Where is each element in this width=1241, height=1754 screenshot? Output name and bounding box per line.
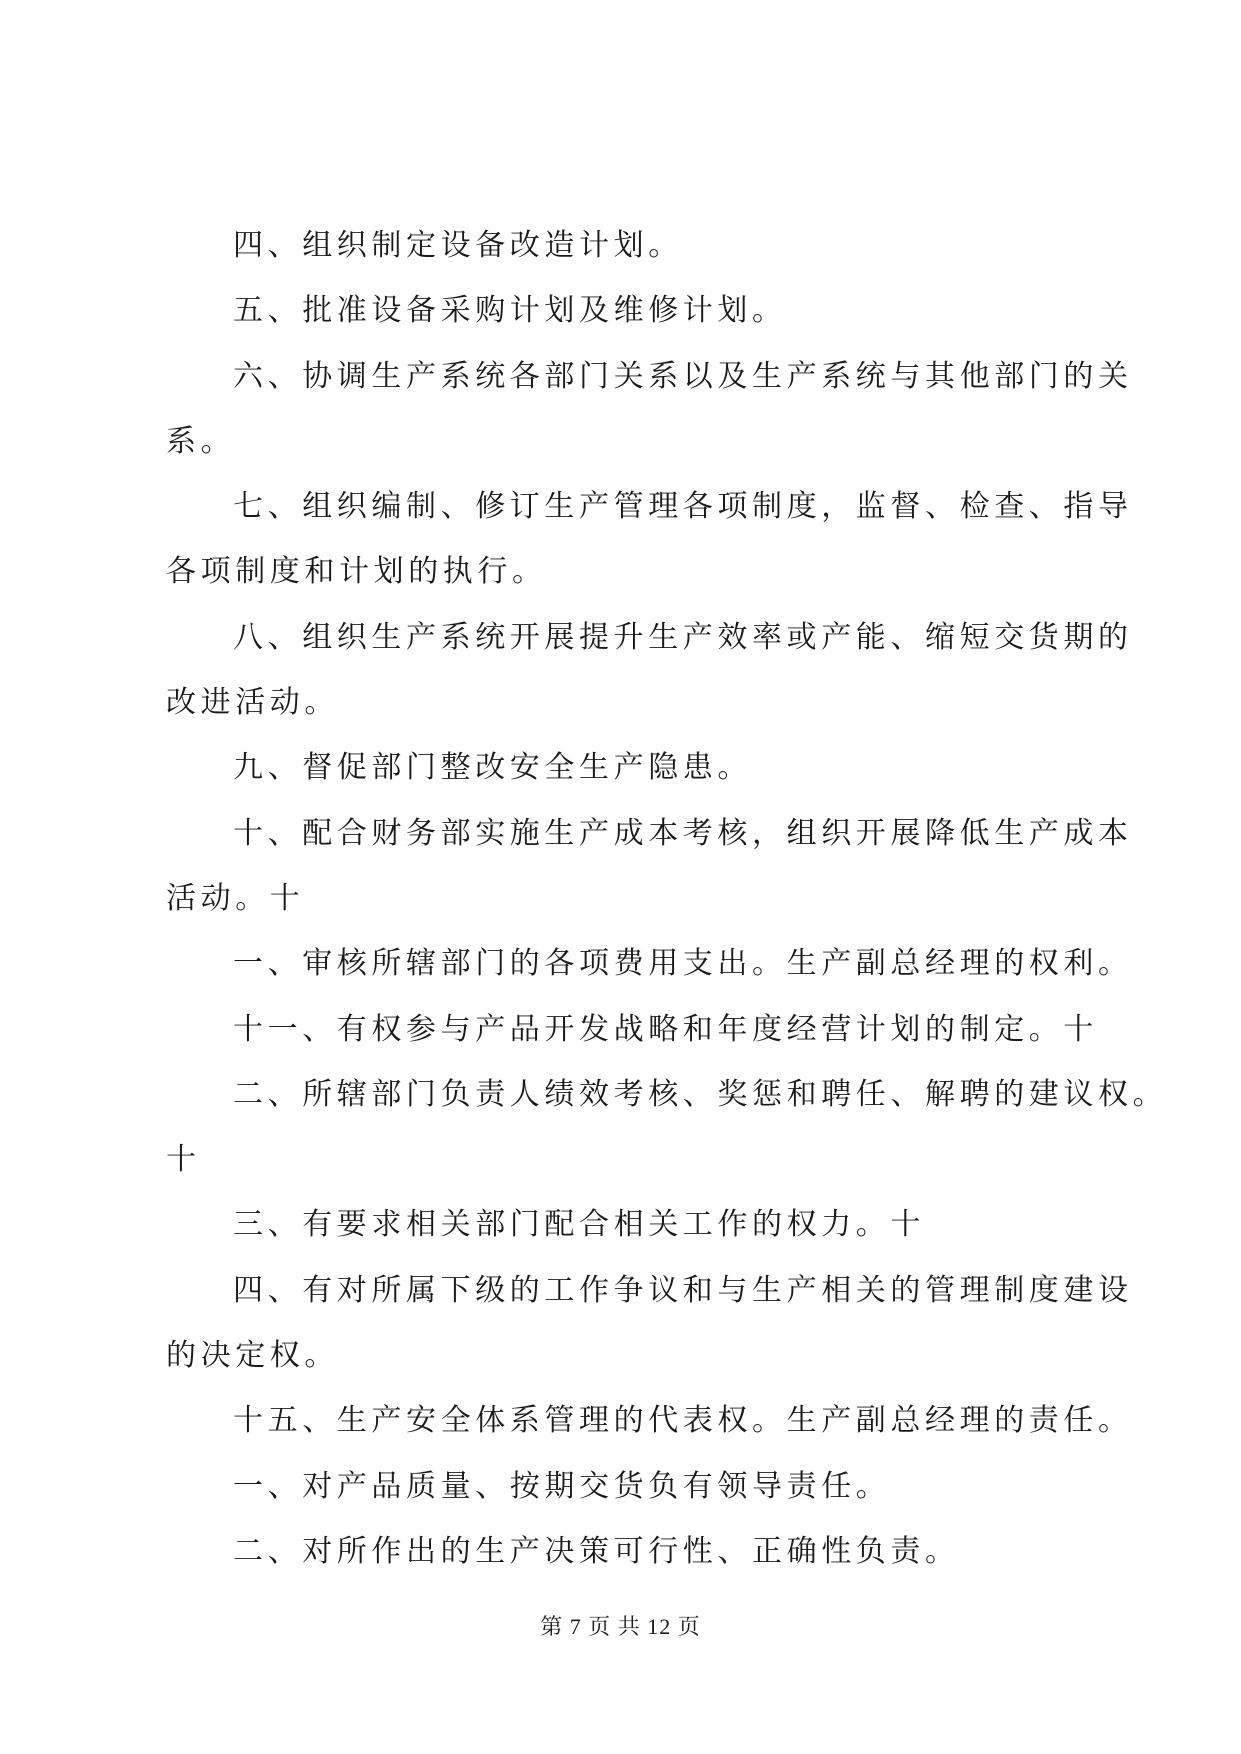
text-line: 的决定权。 [166, 1338, 339, 1374]
text-line: 五、批准设备采购计划及维修计划。 [233, 293, 787, 329]
body-text [166, 228, 1168, 1599]
text-line: 系。 [166, 423, 236, 459]
text-line: 四、有对所属下级的工作争议和与生产相关的管理制度建设 [233, 1272, 1133, 1308]
text-line: 改进活动。 [166, 685, 339, 721]
page-footer: 第 7 页 共 12 页 [540, 1614, 701, 1639]
text-line: 八、组织生产系统开展提升生产效率或产能、缩短交货期的 [233, 619, 1133, 655]
text-line: 六、协调生产系统各部门关系以及生产系统与其他部门的关 [233, 358, 1133, 394]
text-line: 四、组织制定设备改造计划。 [233, 228, 683, 263]
text-line: 二、对所作出的生产决策可行性、正确性负责。 [233, 1533, 960, 1569]
text-line: 七、组织编制、修订生产管理各项制度，监督、检查、指导 [233, 489, 1133, 525]
text-line: 一、对产品质量、按期交货负有领导责任。 [233, 1468, 891, 1504]
text-line: 十 [166, 1142, 201, 1178]
text-line: 各项制度和计划的执行。 [166, 554, 547, 590]
text-line: 三、有要求相关部门配合相关工作的权力。十 [233, 1207, 925, 1243]
text-line: 九、督促部门整改安全生产隐患。 [233, 750, 752, 786]
text-line: 一、审核所辖部门的各项费用支出。生产副总经理的权利。 [233, 946, 1133, 982]
text-line: 十五、生产安全体系管理的代表权。生产副总经理的责任。 [233, 1403, 1133, 1439]
text-line: 二、所辖部门负责人绩效考核、奖惩和聘任、解聘的建议权。 [233, 1076, 1168, 1112]
text-line: 活动。十 [166, 880, 305, 916]
text-line: 十一、有权参与产品开发战略和年度经营计划的制定。十 [233, 1011, 1098, 1047]
text-line: 十、配合财务部实施生产成本考核，组织开展降低生产成本 [233, 815, 1133, 851]
